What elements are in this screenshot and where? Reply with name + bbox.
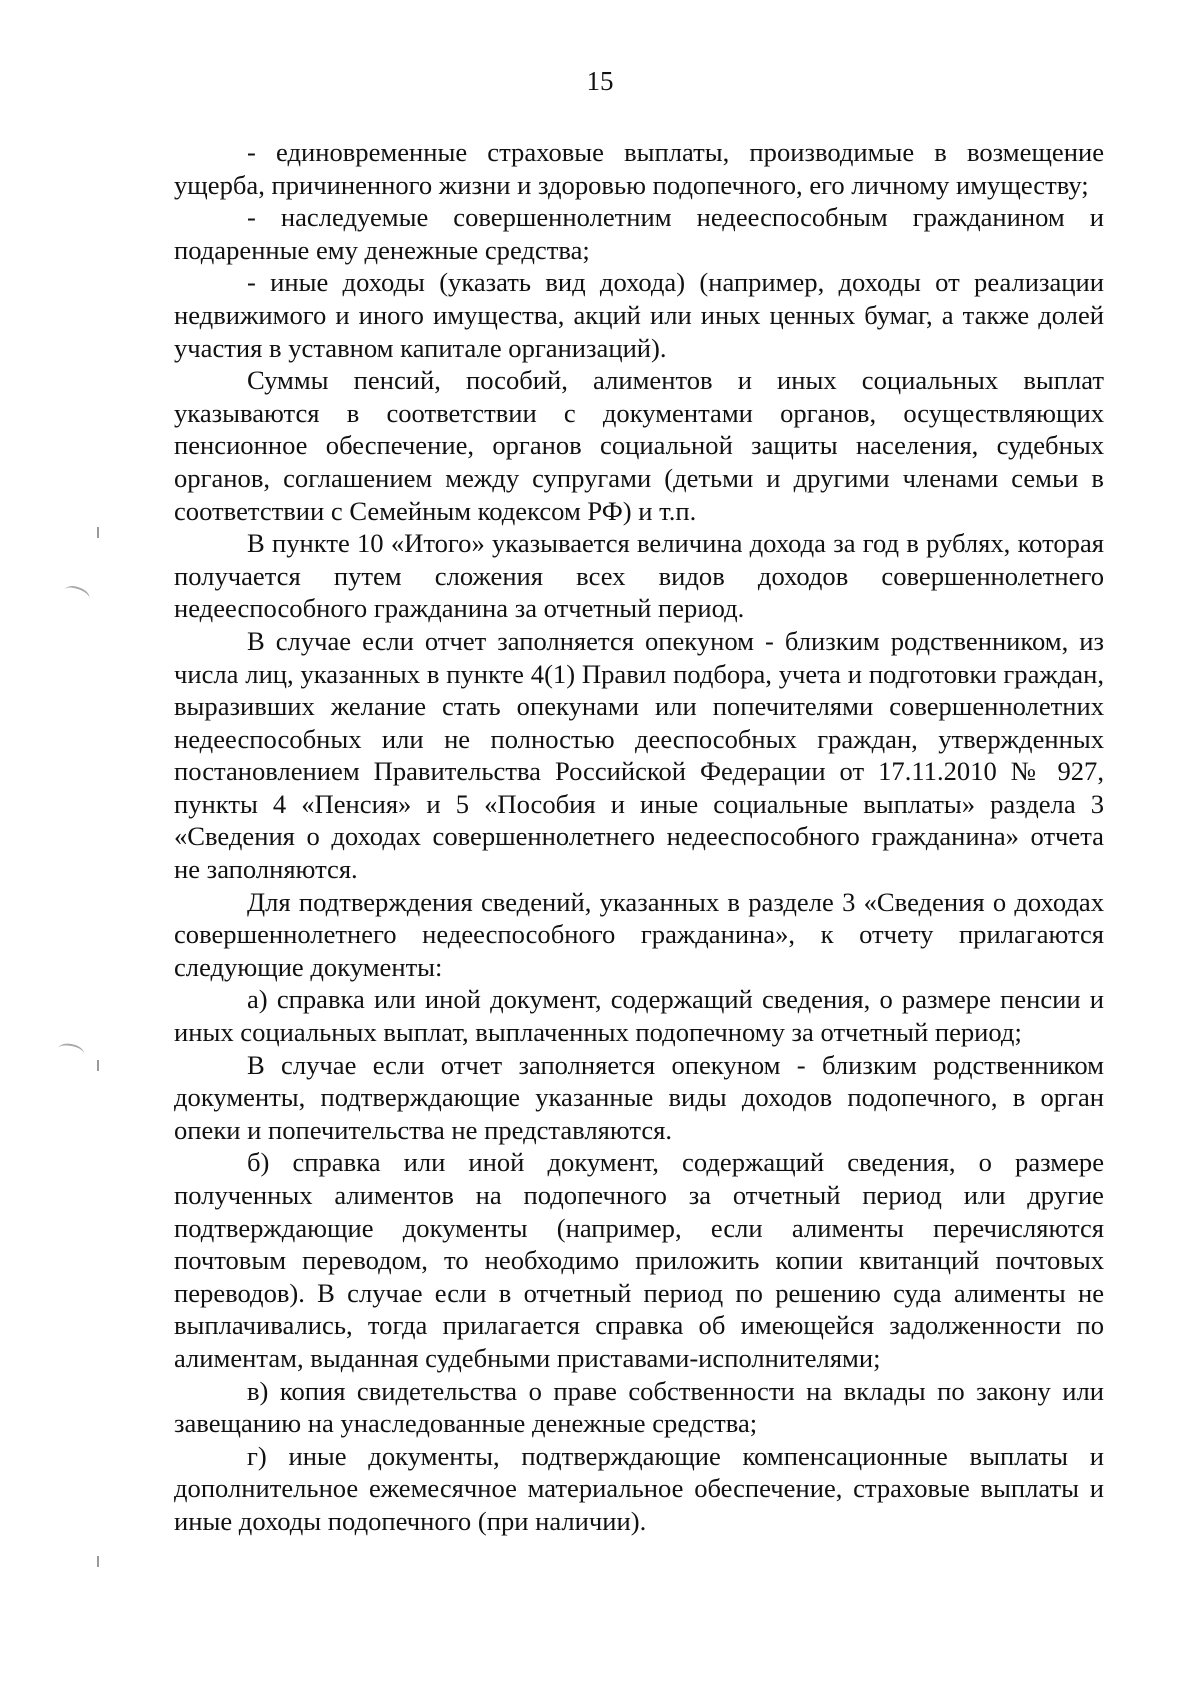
paragraph-item-b: б) справка или иной документ, содержащий сведения, о размере полученных алиментов на подопечного за отчетный период или другие подтверждающие документы (например, если алименты перечисляются почтовым переводом, то необходимо приложить копии квитанций почтовых переводов). В случае если в отчетный период по решению суда алименты не выплачивались, тогда прилагается справка об имеющейся задолженности по алиментам, выданная судебными приставами-исполнителями; <box>174 1147 1104 1373</box>
paragraph-guardian-relative: В случае если отчет заполняется опекуном - близким родственником, из числа лиц, указанных в пункте 4(1) Правил подбора, учета и подготовки граждан, выразивших желание стать опекунами или попечителями совершеннолетних недееспособных или не полностью дееспособных граждан, утвержденных постановлением Правительства Российской Федерации от 17.11.2010 № 927, пункты 4 «Пенсия» и 5 «Пособия и иные социальные выплаты» раздела 3 «Сведения о доходах совершеннолетнего недееспособного гражданина» отчета не заполняются. <box>174 625 1104 885</box>
paragraph-other-income: - иные доходы (указать вид дохода) (например, доходы от реализации недвижимого и иного имущества, акций или иных ценных бумаг, а также долей участия в уставном капитале организаций). <box>174 267 1104 363</box>
paragraph-supporting-documents: Для подтверждения сведений, указанных в разделе 3 «Сведения о доходах совершеннолетнего недееспособного гражданина», к отчету прилагаются следующие документы: <box>174 886 1104 982</box>
paragraph-relative-exemption: В случае если отчет заполняется опекуном - близким родственником документы, подтверждающие указанные виды доходов подопечного, в орган опеки и попечительства не представляются. <box>174 1049 1104 1145</box>
paragraph-inherited-funds: - наследуемые совершеннолетним недееспособным гражданином и подаренные ему денежные средства; <box>174 202 1104 265</box>
scan-mark <box>97 1060 99 1071</box>
scan-mark <box>62 583 91 605</box>
paragraph-item-g: г) иные документы, подтверждающие компенсационные выплаты и дополнительное ежемесячное материальное обеспечение, страховые выплаты и иные доходы подопечного (при наличии). <box>174 1440 1104 1536</box>
scan-mark <box>97 1556 99 1567</box>
document-body <box>174 136 1104 1538</box>
scan-mark <box>57 1041 85 1060</box>
paragraph-pension-amounts: Суммы пенсий, пособий, алиментов и иных социальных выплат указываются в соответствии с документами органов, осуществляющих пенсионное обеспечение, органов социальной защиты населения, судебных органов, соглашением между супругами (детьми и другими членами семьи в соответствии с Семейным кодексом РФ) и т.п. <box>174 365 1104 526</box>
paragraph-lump-sum-insurance: - единовременные страховые выплаты, производимые в возмещение ущерба, причиненного жизни и здоровью подопечного, его личному имуществу; <box>174 137 1104 200</box>
paragraph-item-10-total: В пункте 10 «Итого» указывается величина дохода за год в рублях, которая получается путем сложения всех видов доходов совершеннолетнего недееспособного гражданина за отчетный период. <box>174 528 1104 624</box>
paragraph-item-a: а) справка или иной документ, содержащий сведения, о размере пенсии и иных социальных выплат, выплаченных подопечному за отчетный период; <box>174 984 1104 1048</box>
scan-mark <box>97 527 99 538</box>
page-number: 15 <box>586 66 614 96</box>
paragraph-item-v: в) копия свидетельства о праве собственности на вклады по закону или завещанию на унаследованные денежные средства; <box>174 1375 1104 1439</box>
